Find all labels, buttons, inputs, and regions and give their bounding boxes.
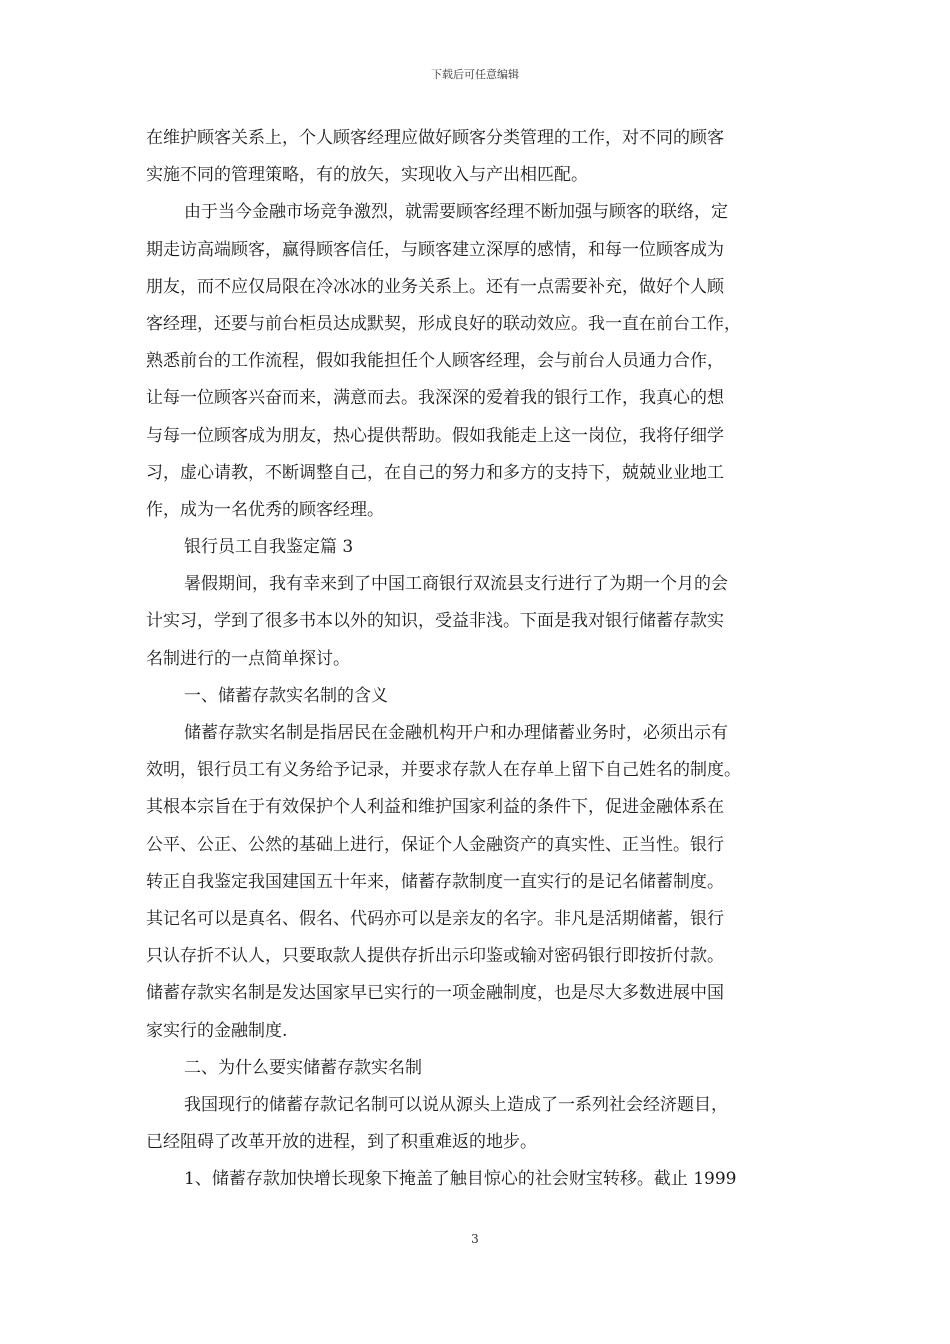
- text-line: 客经理，还要与前台柜员达成默契，形成良好的联动效应。我一直在前台工作，: [146, 313, 741, 334]
- text-line: 作，成为一名优秀的顾客经理。: [146, 499, 384, 520]
- text-line: 名制进行的一点简单探讨。: [146, 648, 350, 669]
- text-line: 储蓄存款实名制是指居民在金融机构开户和办理储蓄业务时，必须出示有: [184, 723, 728, 743]
- section-heading: 银行员工自我鉴定篇 3: [184, 537, 354, 558]
- text-line: 计实习，学到了很多书本以外的知识，受益非浅。下面是我对银行储蓄存款实: [146, 611, 724, 632]
- text-line: 其根本宗旨在于有效保护个人利益和维护国家利益的条件下，促进金融体系在: [146, 797, 724, 818]
- text-line: 在维护顾客关系上，个人顾客经理应做好顾客分类管理的工作，对不同的顾客: [146, 128, 724, 148]
- section-heading: 一、储蓄存款实名制的含义: [184, 685, 388, 706]
- text-line: 习，虚心请教，不断调整自己，在自己的努力和多方的支持下，兢兢业业地工: [146, 462, 724, 483]
- section-heading: 二、为什么要实储蓄存款实名制: [184, 1057, 422, 1078]
- text-line: 实施不同的管理策略，有的放矢，实现收入与产出相匹配。: [146, 165, 588, 186]
- text-line: 我国现行的储蓄存款记名制可以说从源头上造成了一系列社会经济题目，: [184, 1094, 728, 1115]
- text-line: 朋友，而不应仅局限在冷冰冰的业务关系上。还有一点需要补充，做好个人顾: [146, 276, 724, 297]
- text-line: 1、储蓄存款加快增长现象下掩盖了触目惊心的社会财宝转移。截止 1999: [184, 1169, 737, 1190]
- text-line: 期走访高端顾客，赢得顾客信任，与顾客建立深厚的感情，和每一位顾客成为: [146, 239, 724, 260]
- text-line: 其记名可以是真名、假名、代码亦可以是亲友的名字。非凡是活期储蓄，银行: [146, 908, 724, 929]
- text-line: 已经阻碍了改革开放的进程，到了积重难返的地步。: [146, 1132, 537, 1153]
- text-line: 让每一位顾客兴奋而来，满意而去。我深深的爱着我的银行工作，我真心的想: [146, 388, 724, 409]
- document-body: [146, 120, 806, 1198]
- page-header: 下载后可任意编辑: [431, 68, 519, 81]
- text-line: 只认存折不认人，只要取款人提供存折出示印鉴或输对密码银行即按折付款。: [146, 946, 724, 967]
- text-line: 效明，银行员工有义务给予记录，并要求存款人在存单上留下自己姓名的制度。: [146, 760, 741, 781]
- text-line: 熟悉前台的工作流程，假如我能担任个人顾客经理，会与前台人员通力合作，: [146, 351, 724, 372]
- text-line: 暑假期间，我有幸来到了中国工商银行双流县支行进行了为期一个月的会: [184, 574, 728, 595]
- page-number: 3: [471, 1232, 479, 1246]
- text-line: 储蓄存款实名制是发达国家早已实行的一项金融制度，也是尽大多数进展中国: [146, 983, 724, 1004]
- text-line: 公平、公正、公然的基础上进行，保证个人金融资产的真实性、正当性。银行: [146, 834, 724, 855]
- text-line: 家实行的金融制度.: [146, 1020, 288, 1041]
- text-line: 转正自我鉴定我国建国五十年来，储蓄存款制度一直实行的是记名储蓄制度。: [146, 871, 724, 892]
- text-line: 由于当今金融市场竞争激烈，就需要顾客经理不断加强与顾客的联络，定: [184, 202, 728, 223]
- text-line: 与每一位顾客成为朋友，热心提供帮助。假如我能走上这一岗位，我将仔细学: [146, 425, 724, 446]
